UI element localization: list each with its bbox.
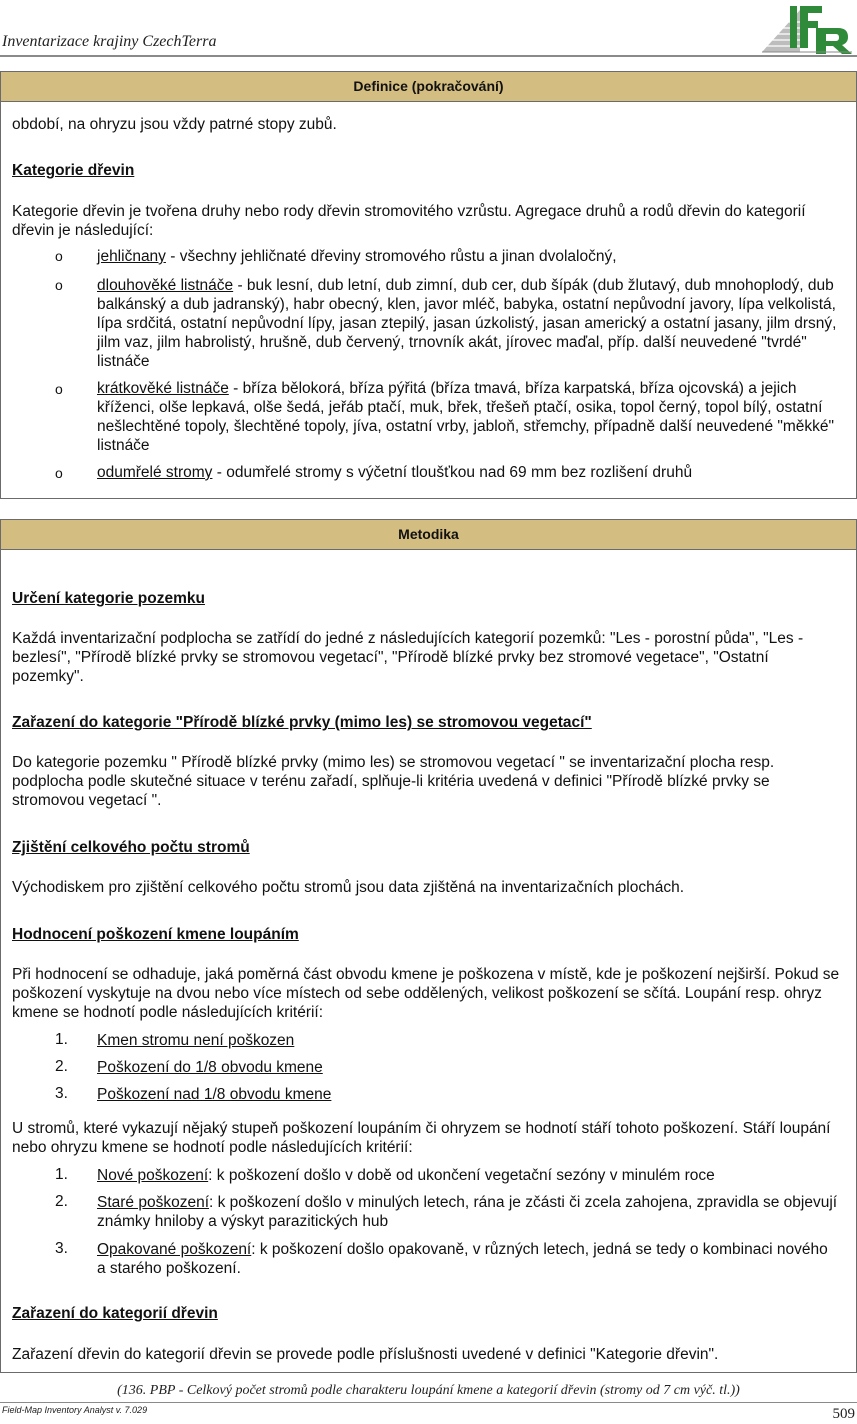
term-description: - všechny jehličnaté dřeviny stromového růstu a jinan dvolaločný, bbox=[165, 248, 617, 265]
section-title-zjisteni-poctu: Zjištění celkového počtu stromů bbox=[12, 839, 250, 856]
criterion-item: Kmen stromu není poškozen bbox=[97, 1032, 295, 1049]
list-number: 1. bbox=[55, 1166, 68, 1183]
methodology-heading: Metodika bbox=[1, 520, 856, 550]
section-text-hodnoceni-poskozeni: Při hodnocení se odhaduje, jaká poměrná část obvodu kmene je poškozena v místě, kde je poškození nejširší. Pokud se poškození vyskytuje na dvou nebo více místech od sebe oddělených, velikost poškození se sčítá. Loupání resp. ohryz kmene se hodnotí podle následujících kritérií: bbox=[12, 966, 840, 1021]
term: Opakované poškození bbox=[97, 1241, 252, 1258]
section-title-urceni-kategorie: Určení kategorie pozemku bbox=[12, 590, 205, 607]
section-title-hodnoceni-poskozeni: Hodnocení poškození kmene loupáním bbox=[12, 926, 299, 943]
footer-rule bbox=[0, 1402, 857, 1403]
criterion-item: Poškození do 1/8 obvodu kmene bbox=[97, 1059, 323, 1076]
section-text-kategorie-drevin: Kategorie dřevin je tvořena druhy nebo rody dřevin stromovitého vzrůstu. Agregace druhů a rodů dřevin do kategorií dřevin je následující: bbox=[12, 203, 806, 239]
software-version: Field-Map Inventory Analyst v. 7.029 bbox=[2, 1405, 148, 1415]
definitions-box bbox=[0, 71, 857, 499]
term: krátkověké listnáče bbox=[97, 380, 229, 397]
term-description: - buk lesní, dub letní, dub zimní, dub cer, dub šípák (dub žlutavý, dub mnohoplodý, dub balkánský a dub jadranský), habr obecný, klen, javor mléč, babyka, ostatní nepůvodní javory, lípa velkolistá, lípa srdčitá, ostatní nepůvodní lípy, jasan ztepilý, jasan úzkolistý, jasan americký a ostatní jasany, jilm drsný, jilm vaz, jilm habrolistý, hrušně, dub červený, trnovník akát, jírovec maďal, příp. další neuvedené "tvrdé" listnáče bbox=[97, 277, 837, 370]
term: Staré poškození bbox=[97, 1194, 210, 1211]
term: dlouhověké listnáče bbox=[97, 277, 234, 294]
list-number: 2. bbox=[55, 1193, 68, 1210]
section-text-urceni-kategorie: Každá inventarizační podplocha se zatřídí do jedné z následujících kategorií pozemků: "Les - porostní půda", "Les - bezlesí", "Přírodě blízké prvky se stromovou vegetací", "Přírodě blízké prvky bez stromové vegetace", "Ostatní pozemky". bbox=[12, 630, 804, 685]
intro-line: období, na ohryzu jsou vždy patrné stopy zubů. bbox=[12, 116, 337, 133]
list-item-odumrele-stromy bbox=[97, 463, 838, 482]
section-title-kategorie-drevin: Kategorie dřevin bbox=[12, 162, 135, 179]
term: odumřelé stromy bbox=[97, 464, 213, 481]
section-title-zarazeni-kategorie: Zařazení do kategorie "Přírodě blízké prvky (mimo les) se stromovou vegetací" bbox=[12, 714, 592, 731]
methodology-box bbox=[0, 519, 857, 1373]
criterion-item: Poškození nad 1/8 obvodu kmene bbox=[97, 1086, 332, 1103]
list-number: 2. bbox=[55, 1058, 68, 1075]
term-description: - odumřelé stromy s výčetní tloušťkou nad 69 mm bez rozlišení druhů bbox=[212, 464, 693, 481]
term: Nové poškození bbox=[97, 1167, 209, 1184]
list-item-dlouhoveke-listnace bbox=[97, 276, 838, 371]
age-criterion-item bbox=[97, 1240, 838, 1278]
list-number: 1. bbox=[55, 1031, 68, 1048]
term-description: : k poškození došlo v minulých letech, rána je zčásti či zcela zahojena, zpravidla se objevují známky hniloby a výskyt parazitických hub bbox=[97, 1194, 838, 1230]
list-number: 3. bbox=[55, 1240, 68, 1257]
section-title-zarazeni-drevin: Zařazení do kategorií dřevin bbox=[12, 1305, 218, 1322]
bullet-marker: o bbox=[55, 248, 63, 264]
bullet-marker: o bbox=[55, 381, 63, 397]
ifer-logo bbox=[760, 2, 854, 54]
section-text-stari-poskozeni: U stromů, které vykazují nějaký stupeň poškození loupáním či ohryzem se hodnotí stáří tohoto poškození. Stáří loupání nebo ohryzu kmene se hodnotí podle následujících kritérií: bbox=[12, 1120, 831, 1156]
list-item-kratkoveke-listnace bbox=[97, 379, 838, 455]
list-item-jehlicnany bbox=[97, 247, 838, 266]
term-description: : k poškození došlo v době od ukončení vegetační sezóny v minulém roce bbox=[208, 1167, 715, 1184]
term-description: : k poškození došlo opakovaně, v různých letech, jedná se tedy o kombinaci nového a starého poškození. bbox=[97, 1241, 828, 1277]
definitions-heading: Definice (pokračování) bbox=[1, 72, 856, 102]
list-number: 3. bbox=[55, 1085, 68, 1102]
section-text-zarazeni-drevin: Zařazení dřevin do kategorií dřevin se provede podle příslušnosti uvedené v definici "Kategorie dřevin". bbox=[12, 1346, 719, 1363]
header-rule bbox=[0, 55, 857, 57]
section-text-zjisteni-poctu: Východiskem pro zjištění celkového počtu stromů jsou data zjištěná na inventarizačních plochách. bbox=[12, 879, 685, 896]
section-text-zarazeni-kategorie: Do kategorie pozemku " Přírodě blízké prvky (mimo les) se stromovou vegetací " se inventarizační plocha resp. podplocha podle skutečné situace v terénu zařadí, splňuje-li kritéria uvedená v definici "Přírodě blízké prvky se stromovou vegetací ". bbox=[12, 754, 775, 809]
age-criterion-item bbox=[97, 1166, 838, 1185]
term: jehličnany bbox=[97, 248, 166, 265]
age-criterion-item bbox=[97, 1193, 838, 1231]
bullet-marker: o bbox=[55, 277, 63, 293]
bullet-marker: o bbox=[55, 465, 63, 481]
page-number: 509 bbox=[832, 1406, 855, 1422]
term-description: - bříza bělokorá, bříza pýřitá (bříza tmavá, bříza karpatská, bříza ojcovská) a jejich kříženci, olše lepkavá, olše šedá, jeřáb ptačí, muk, břek, třešeň ptačí, osika, topol černý, topol bílý, ostatní nešlechtěné topoly, šlechtěné topoly, jíva, ostatní vrby, jabloň, střemchy, případně další neuvedené "měkké" listnáče bbox=[97, 380, 835, 454]
document-title: Inventarizace krajiny CzechTerra bbox=[2, 33, 217, 50]
table-caption: (136. PBP - Celkový počet stromů podle charakteru loupání kmene a kategorií dřevin (stromy od 7 cm výč. tl.)) bbox=[117, 1383, 740, 1398]
